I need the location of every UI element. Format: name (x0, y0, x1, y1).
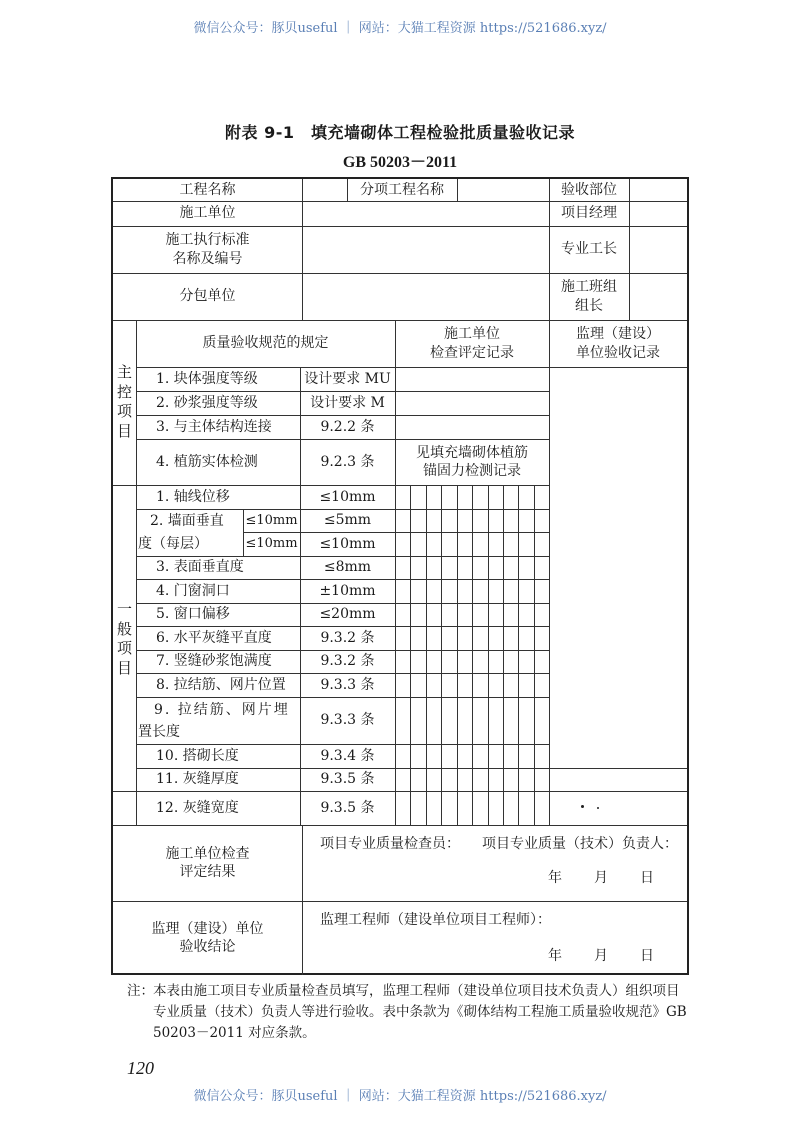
main-item-4-spec: 9.2.3 条 (320, 453, 375, 470)
date-day-label: 日 (640, 870, 654, 886)
general-item-2-sub1: ≤10mm (245, 512, 298, 528)
column-header-contractor-record (395, 320, 549, 367)
general-item-2-spec2: ≤10mm (319, 535, 376, 552)
sub-project-name-field[interactable] (457, 179, 549, 201)
main-item-3-record[interactable] (395, 415, 549, 439)
main-items-label-char: 控 (116, 382, 132, 401)
label-subcontractor: 分包单位 (179, 288, 236, 305)
general-item-3-spec: ≤8mm (323, 559, 372, 576)
label-foreman: 专业工长 (561, 241, 617, 258)
general-item-10-spec: 9.3.4 条 (320, 747, 375, 764)
main-item-2-spec: 设计要求 M (310, 394, 385, 411)
general-item-2 (136, 509, 243, 556)
general-item-7: 7. 竖缝砂浆饱满度 (156, 653, 272, 670)
footnote-lead: 注： (127, 983, 154, 999)
general-items-label-char: 一 (116, 600, 132, 618)
main-item-4-record-line2: 锚固力检测记录 (423, 463, 521, 479)
column-header-spec: 质量验收规范的规定 (202, 335, 329, 352)
project-manager-field[interactable] (629, 201, 687, 226)
general-items-label-char: 般 (116, 619, 132, 638)
stray-mark (597, 807, 599, 809)
general-items-label (113, 599, 136, 679)
column-header-supervisor-record (549, 320, 687, 367)
general-item-6: 6. 水平灰缝平直度 (156, 629, 272, 646)
inspector-signature-label: 项目专业质量检查员： (320, 836, 460, 852)
general-item-2-line1: 2. 墙面垂直 (150, 512, 224, 529)
label-supervisor-conclusion (113, 901, 302, 975)
page-number: 120 (127, 1058, 154, 1078)
label-construction-unit: 施工单位 (179, 205, 236, 222)
label-team-leader-line2: 组长 (575, 297, 603, 314)
label-project-manager: 项目经理 (561, 205, 617, 222)
supervisor-conclusion-field[interactable] (302, 901, 687, 975)
contractor-result-field[interactable] (302, 825, 687, 901)
main-item-3-spec: 9.2.2 条 (320, 418, 375, 435)
main-item-2: 2. 砂浆强度等级 (156, 394, 258, 411)
construction-unit-field[interactable] (302, 201, 549, 226)
date-day-label: 日 (640, 948, 654, 964)
general-item-12-spec: 9.3.5 条 (320, 799, 375, 816)
main-items-label-char: 项 (116, 402, 132, 420)
stray-mark (581, 805, 584, 808)
general-item-2-line2: 度（每层） (138, 535, 208, 552)
general-item-5: 5. 窗口偏移 (156, 606, 230, 623)
label-project-name: 工程名称 (179, 181, 236, 198)
footnote-text: 本表由施工项目专业质量检查员填写，监理工程师（建设单位项目技术负责人）组织项目专业质量（技术）负责人等进行验收。表中条款为《砌体结构工程施工质量验收规范》GB 50203－2011 对应条款。 (153, 983, 687, 1041)
general-item-5-spec: ≤20mm (319, 606, 376, 623)
general-item-6-spec: 9.3.2 条 (320, 629, 375, 646)
general-items-label-char: 目 (116, 658, 132, 677)
team-leader-field[interactable] (629, 273, 687, 320)
general-item-9 (136, 697, 300, 744)
general-item-2-sub2: ≤10mm (245, 536, 298, 552)
general-item-4: 4. 门窗洞口 (156, 582, 230, 599)
general-item-2-spec1: ≤5mm (323, 512, 372, 529)
date-year-label: 年 (548, 948, 562, 964)
general-item-9-spec: 9.3.3 条 (320, 712, 375, 729)
main-items-label (113, 363, 136, 440)
label-contractor-result (113, 825, 302, 901)
project-name-field[interactable] (302, 179, 347, 201)
column-header-contractor-line1: 施工单位 (444, 326, 500, 343)
date-month-label: 月 (594, 870, 608, 886)
watermark-bottom: 微信公众号：豚贝useful ｜ 网站：大猫工程资源 https://521686.xyz/ (193, 1089, 607, 1104)
main-item-4-record-line1: 见填充墙砌体植筋 (416, 444, 528, 461)
general-item-9-line1: 9. 拉结筋、网片埋 (154, 701, 290, 718)
general-item-4-spec: ±10mm (319, 582, 376, 599)
main-item-1-record[interactable] (395, 367, 549, 391)
subcontractor-field[interactable] (302, 273, 549, 320)
label-acceptance-part: 验收部位 (561, 181, 617, 198)
general-item-9-line2: 置长度 (138, 723, 180, 740)
main-items-label-char: 目 (116, 421, 132, 440)
watermark-top: 微信公众号：豚贝useful ｜ 网站：大猫工程资源 https://521686.xyz/ (193, 21, 607, 36)
label-execution-standard (113, 226, 302, 273)
general-items-label-char: 项 (116, 639, 132, 657)
column-header-contractor-line2: 检查评定记录 (430, 344, 514, 361)
supervisor-record-field[interactable] (549, 367, 687, 769)
label-team-leader (549, 273, 629, 320)
date-month-label: 月 (594, 948, 608, 964)
footnote (127, 981, 687, 1044)
acceptance-part-field[interactable] (629, 179, 687, 201)
main-item-3: 3. 与主体结构连接 (156, 418, 272, 435)
execution-standard-field[interactable] (302, 226, 549, 273)
date-year-label: 年 (548, 870, 562, 886)
general-item-12: 12. 灰缝宽度 (156, 799, 239, 816)
label-contractor-result-line2: 评定结果 (179, 864, 236, 880)
label-contractor-result-line1: 施工单位检查 (165, 845, 250, 862)
general-item-11-spec: 9.3.5 条 (320, 771, 375, 788)
inspection-form-table (111, 177, 689, 975)
general-item-7-spec: 9.3.2 条 (320, 653, 375, 670)
form-title: 附表 9-1 填充墙砌体工程检验批质量验收记录 (225, 123, 575, 142)
supervisor-engineer-signature-label: 监理工程师（建设单位项目工程师）： (320, 912, 551, 928)
general-item-11: 11. 灰缝厚度 (156, 771, 239, 788)
label-execution-standard-line2: 名称及编号 (172, 250, 243, 267)
general-item-10: 10. 搭砌长度 (156, 747, 239, 764)
main-item-2-record[interactable] (395, 391, 549, 415)
label-supervisor-conclusion-line1: 监理（建设）单位 (151, 920, 264, 937)
main-item-4-record (395, 439, 549, 485)
general-item-3: 3. 表面垂直度 (156, 559, 244, 576)
label-sub-project-name: 分项工程名称 (360, 181, 444, 198)
label-execution-standard-line1: 施工执行标准 (165, 232, 250, 249)
label-supervisor-conclusion-line2: 验收结论 (179, 939, 236, 955)
label-team-leader-line1: 施工班组 (561, 279, 617, 296)
general-item-8-spec: 9.3.3 条 (320, 676, 375, 693)
standard-code: GB 50203－2011 (342, 154, 458, 171)
general-item-8: 8. 拉结筋、网片位置 (156, 676, 286, 693)
foreman-field[interactable] (629, 226, 687, 273)
main-item-1-spec: 设计要求 MU (304, 370, 391, 387)
general-item-1: 1. 轴线位移 (156, 488, 230, 505)
main-items-label-char: 主 (116, 363, 132, 381)
column-header-supervisor-line2: 单位验收记录 (576, 344, 660, 361)
main-item-4: 4. 植筋实体检测 (156, 453, 258, 470)
main-item-1: 1. 块体强度等级 (156, 370, 258, 387)
general-item-1-spec: ≤10mm (319, 488, 376, 505)
column-header-supervisor-line1: 监理（建设） (576, 326, 660, 343)
tech-lead-signature-label: 项目专业质量（技术）负责人： (482, 836, 678, 852)
